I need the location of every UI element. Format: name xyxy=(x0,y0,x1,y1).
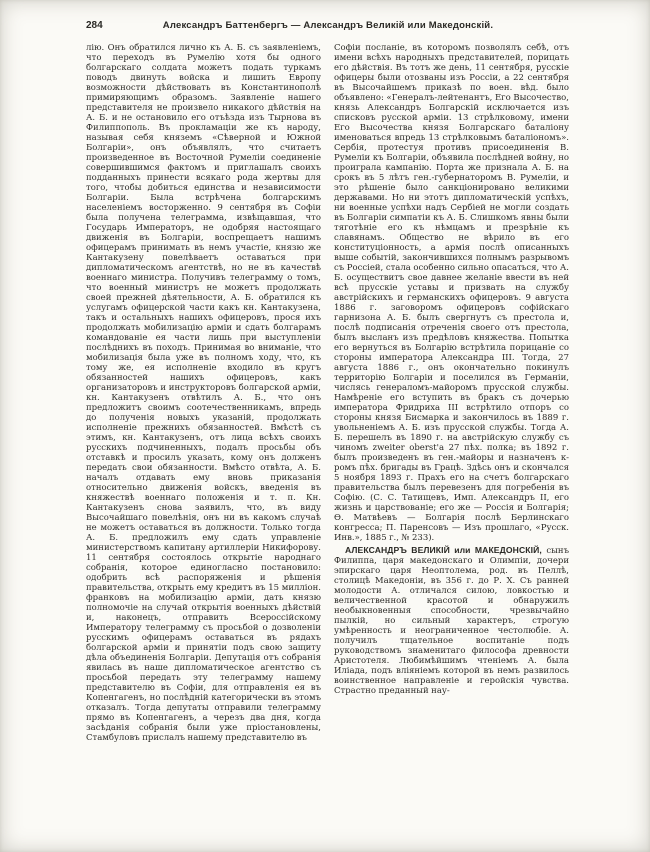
article-alexander-great-text: сынъ Филиппа, царя македонскаго и Олимпіи, дочери эпирскаго царя Неоптолема, род. въ Пеллѣ, столицѣ Македоніи, въ 356 г. до Р. Х. Съ ранней молодости А. отличался силою, ловкостью и величественной красотой и обнаружилъ необыкновенныя способности, чрезвычайно пылкій, но сильный характеръ, строгую умѣренность и неограниченное честолюбіе. А. получилъ тщательное воспитаніе подъ руководствомъ знаменитаго философа древности Аристотеля. Любимѣйшимъ чтеніемъ А. была Иліада, подъ вліяніемъ которой въ немъ развилось воинственное направленіе и геройскія чувства. Страстно преданный нау- xyxy=(334,546,569,696)
text-columns xyxy=(86,43,570,743)
article-battenberg-continuation: лію. Онъ обратился лично къ А. Б. съ заявленіемъ, что переходъ въ Румелію хотя бы одного болгарскаго солдата можетъ подать туркамъ поводъ двинуть войска и лишить Европу возможности дѣйствовать въ Константинополѣ примиряющимъ образомъ. Заявленіе нашего представителя не произвело никакого дѣйствія на А. Б. и не остановило его отъѣзда изъ Тырнова въ Филиппополь. Въ прокламаціи же къ народу, называя себя княземъ «Сѣверной и Южной Болгаріи», онъ объявлялъ, что считаетъ произведенное въ Восточной Румеліи соединеніе совершившимся фактомъ и приглашалъ своихъ подданныхъ принести всякаго рода жертвы для того, чтобы добиться единства и независимости Болгаріи. Была встрѣчена болгарскимъ населеніемъ восторженно. 9 сентября въ Софіи была получена телеграмма, извѣщавшая, что Государь Императоръ, не одобряя настоящаго движенія въ Болгаріи, воспрещаетъ нашимъ офицерамъ принимать въ немъ участіе, князю же Кантакузену повелѣваетъ оставаться при дипломатическомъ агентствѣ, но не въ качествѣ военнаго министра. Получивъ телеграмму о томъ, что военный министръ не можетъ продолжать своей прежней дѣятельности, А. Б. обратился къ услугамъ офицерской части какъ кн. Кантакузена, такъ и остальныхъ нашихъ офицеровъ, прося ихъ продолжать мобилизацію арміи и сдать болгарамъ командованіе ея части лишь при выступленіи послѣднихъ въ походъ. Принимая во вниманіе, что мобилизація была уже въ полномъ ходу, что, къ тому же, ея исполненіе входило въ кругъ обязанностей нашихъ офицеровъ, какъ организаторовъ и инструкторовъ болгарской арміи, кн. Кантакузенъ отвѣтилъ А. Б., что онъ предложитъ своимъ соотечественникамъ, впредь до полученія новыхъ указаній, продолжать исполненіе прежнихъ обязанностей. Вмѣстѣ съ этимъ, кн. Кантакузенъ, отъ лица всѣхъ своихъ русскихъ подчиненныхъ, подалъ просьбы объ отставкѣ и просилъ указать, кому онъ долженъ передать свои обязанности. Вмѣсто отвѣта, А. Б. началъ отдавать ему вновь приказанія относительно движенія войскъ, введенія въ княжествѣ военнаго положенія и т. п. Кн. Кантакузенъ снова заявилъ, что, въ виду Высочайшаго повелѣнія, онъ ни въ какомъ случаѣ не можетъ оставаться въ должности. Только тогда А. Б. предложилъ ему сдать управленіе министерствомъ капитану артиллеріи Никифорову. 11 сентября состоялось открытіе народнаго собранія, которое единогласно постановило: одобрить всѣ распоряженія и рѣшенія правительства, открыть ему кредитъ въ 15 милліон. франковъ на мобилизацію арміи, дать князю полномочіе на случай открытія военныхъ дѣйствій и, наконецъ, отправить Всероссійскому Императору телеграмму съ просьбой о дозволеніи русскимъ офицерамъ оставаться въ рядахъ болгарской арміи и принятіи подъ свою защиту дѣла объединенія Болгаріи. Депутація отъ собранія явилась въ наше дипломатическое агентство съ просьбой передать эту телеграмму нашему представителю въ Софіи, для отправленія ея въ Копенгагенъ, но послѣдній категорически въ этомъ отказалъ. Тогда депутаты отправили телеграмму прямо въ Копенгагенъ, а черезъ два дня, когда засѣданія собранія были уже пріостановлены, Стамбуловъ прислалъ нашему представителю въ xyxy=(86,43,321,743)
left-column xyxy=(86,43,321,743)
article-alexander-great xyxy=(334,545,569,696)
right-column xyxy=(334,43,569,743)
running-header: Александръ Баттенбергъ — Александръ Великій или Македонскій. xyxy=(162,20,494,31)
page-header xyxy=(86,20,570,34)
article-battenberg-end: Софіи посланіе, въ которомъ позволялъ себѣ, отъ имени всѣхъ народныхъ представителей, порицать его дѣйствія. Въ тотъ же день, 11 сентября, русскіе офицеры были отозваны изъ Россіи, а 22 сентября въ Высочайшемъ приказѣ по воен. вѣд. было объявлено: «Генералъ-лейтенантъ, Его Высочество, князь Александръ Болгарскій исключается изъ списковъ русской арміи. 13 стрѣлковому, имени Его Высочества князя Болгарскаго баталіону именоваться впредь 13 стрѣлковымъ баталіономъ». Сербія, протестуя противъ присоединенія В. Румеліи къ Болгаріи, объявила послѣдней войну, но проиграла кампанію. Порта же признала А. Б. на срокъ въ 5 лѣтъ ген.-губернаторомъ В. Румеліи, и это рѣшеніе было санкціонировано великими державами. Но ни этотъ дипломатическій успѣхъ, ни военные успѣхи надъ Сербіей не могли создать въ Болгаріи симпатіи къ А. Б. Слишкомъ явны были тяготѣніе его къ нѣмцамъ и презрѣніе къ славянамъ. Общество не вѣрило въ его конституціонность, а армія послѣ описанныхъ выше событій, закончившихся полнымъ разрывомъ съ Россіей, стала особенно сильно опасаться, что А. Б. осуществитъ свое давнее желаніе ввести въ ней всѣ прусскіе уставы и призвать на службу австрійскихъ и германскихъ офицеровъ. 9 августа 1886 г. заговоромъ офицеровъ софійскаго гарнизона А. Б. былъ свергнутъ съ престола и, послѣ подписанія отреченія своего отъ престола, былъ высланъ изъ предѣловъ княжества. Попытка его вернуться въ Болгарію встрѣтила порицаніе со стороны императора Александра III. Тогда, 27 августа 1886 г., онъ окончательно покинулъ территорію Болгаріи и поселился въ Германіи, числясь генераломъ-майоромъ прусской службы. Намѣреніе его вступить въ бракъ съ дочерью императора Фридриха III встрѣтило отпоръ со стороны князя Бисмарка и закончилось въ 1889 г. увольненіемъ А. Б. изъ прусской службы. Тогда А. Б. перешелъ въ 1890 г. на австрійскую службу съ чиномъ zweiter oberst'а 27 пѣх. полка; въ 1892 г. былъ произведенъ въ ген.-майоры и назначенъ к-ромъ пѣх. бригады въ Грацѣ. Здѣсь онъ и скончался 5 ноября 1893 г. Прахъ его на счетъ болгарскаго правительства былъ перевезенъ для погребенія въ Софію. (С. С. Татищевъ, Имп. Александръ II, его жизнь и царствованіе; его же — Россія и Болгарія; Ѳ. Матвѣевъ — Болгарія послѣ Берлинскаго конгресса; П. Паренсовъ — Изъ прошлаго, «Русск. Инв.», 1885 г., № 233). xyxy=(334,43,569,543)
page-number: 284 xyxy=(86,20,103,31)
article-alexander-great-heading: АЛЕКСАНДРЪ ВЕЛИКІЙ или МАКЕДОНСКІЙ, xyxy=(345,545,542,555)
